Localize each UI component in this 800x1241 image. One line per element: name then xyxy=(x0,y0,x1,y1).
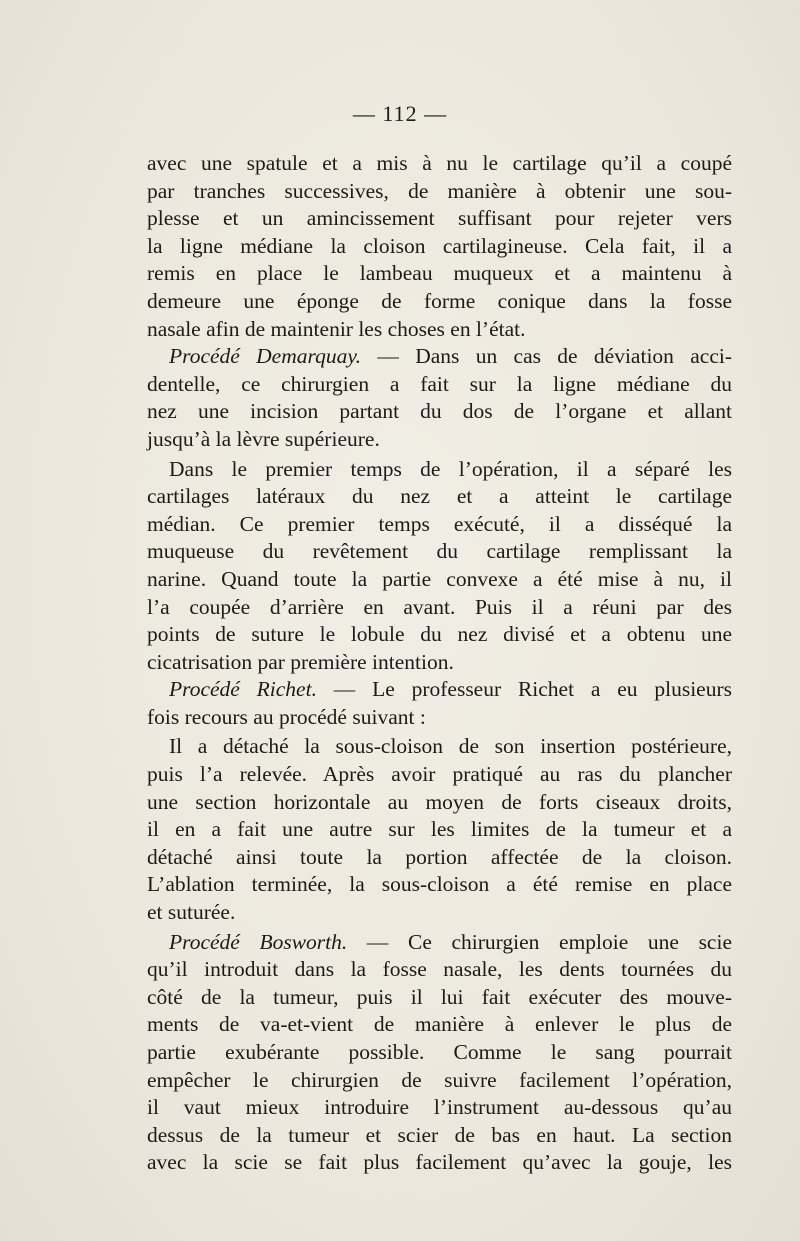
text-line xyxy=(147,343,732,371)
text-line: nez une incision partant du dos de l’organe et allant xyxy=(147,399,732,424)
text-line: côté de la tumeur, puis il lui fait exécuter des mouve- xyxy=(147,984,732,1009)
text-line: il en a fait une autre sur les limites de la tumeur et a xyxy=(147,817,732,842)
paragraph xyxy=(147,456,732,677)
text-line: il vaut mieux introduire l’instrument au-dessous qu’au xyxy=(147,1095,732,1120)
text-line: demeure une éponge de forme conique dans la fosse xyxy=(147,288,732,313)
text-line: Dans le premier temps de l’opération, il a séparé les xyxy=(169,456,732,481)
text-line: avec la scie se fait plus facilement qu’avec la gouje, les xyxy=(147,1150,732,1175)
paragraph xyxy=(147,733,732,926)
text-line: la ligne médiane la cloison cartilagineuse. Cela fait, il a xyxy=(147,233,732,258)
text-line: qu’il introduit dans la fosse nasale, les dents tournées du xyxy=(147,957,732,982)
paragraph xyxy=(147,929,732,1177)
text-line: ments de va-et-vient de manière à enlever le plus de xyxy=(147,1012,732,1037)
paragraph xyxy=(147,343,732,453)
text-line: jusqu’à la lèvre supérieure. xyxy=(147,426,380,451)
text-line xyxy=(147,929,732,957)
text-line xyxy=(147,676,732,704)
text-line: fois recours au procédé suivant : xyxy=(147,704,426,729)
text-line: L’ablation terminée, la sous-cloison a été remise en place xyxy=(147,872,732,897)
text-line: l’a coupée d’arrière en avant. Puis il a réuni par des xyxy=(147,594,732,619)
body-text xyxy=(147,150,732,1177)
text-run: — Le professeur Richet a eu plusieurs xyxy=(316,677,732,702)
text-line: avec une spatule et a mis à nu le cartilage qu’il a coupé xyxy=(147,151,732,175)
text-line: et suturée. xyxy=(147,900,236,925)
procedure-heading: Procédé Bosworth. xyxy=(169,929,348,954)
text-line: cicatrisation par première intention. xyxy=(147,649,454,674)
procedure-heading: Procédé Richet. xyxy=(169,677,317,702)
text-line: muqueuse du revêtement du cartilage remplissant la xyxy=(147,539,732,564)
paragraph xyxy=(147,676,732,731)
text-line: narine. Quand toute la partie convexe a été mise à nu, il xyxy=(147,566,732,591)
text-line: dessus de la tumeur et scier de bas en haut. La section xyxy=(147,1122,732,1147)
text-line: cartilages latéraux du nez et a atteint le cartilage xyxy=(147,484,732,509)
paragraph xyxy=(147,150,732,343)
text-line: une section horizontale au moyen de forts ciseaux droits, xyxy=(147,789,732,814)
text-line: détaché ainsi toute la portion affectée de la cloison. xyxy=(147,844,732,869)
text-run: — Dans un cas de déviation acci- xyxy=(361,344,733,369)
page-number: — 112 — xyxy=(352,101,448,126)
procedure-heading: Procédé Demarquay. xyxy=(169,344,362,369)
text-line: points de suture le lobule du nez divisé et a obtenu une xyxy=(147,622,732,647)
text-line: par tranches successives, de manière à obtenir une sou- xyxy=(147,178,732,203)
text-line: empêcher le chirurgien de suivre facilement l’opération, xyxy=(147,1067,732,1092)
text-line: médian. Ce premier temps exécuté, il a disséqué la xyxy=(147,511,732,536)
text-line: partie exubérante possible. Comme le sang pourrait xyxy=(147,1040,732,1064)
text-line: plesse et un amincissement suffisant pour rejeter vers xyxy=(147,206,732,231)
text-line: puis l’a relevée. Après avoir pratiqué au ras du plancher xyxy=(147,762,732,787)
text-line: remis en place le lambeau muqueux et a maintenu à xyxy=(147,261,732,286)
text-run: — Ce chirurgien emploie une scie xyxy=(347,929,732,954)
text-line: Il a détaché la sous-cloison de son insertion postérieure, xyxy=(169,734,732,759)
text-line: dentelle, ce chirurgien a fait sur la ligne médiane du xyxy=(147,371,732,396)
text-line: nasale afin de maintenir les choses en l’état. xyxy=(147,316,526,341)
